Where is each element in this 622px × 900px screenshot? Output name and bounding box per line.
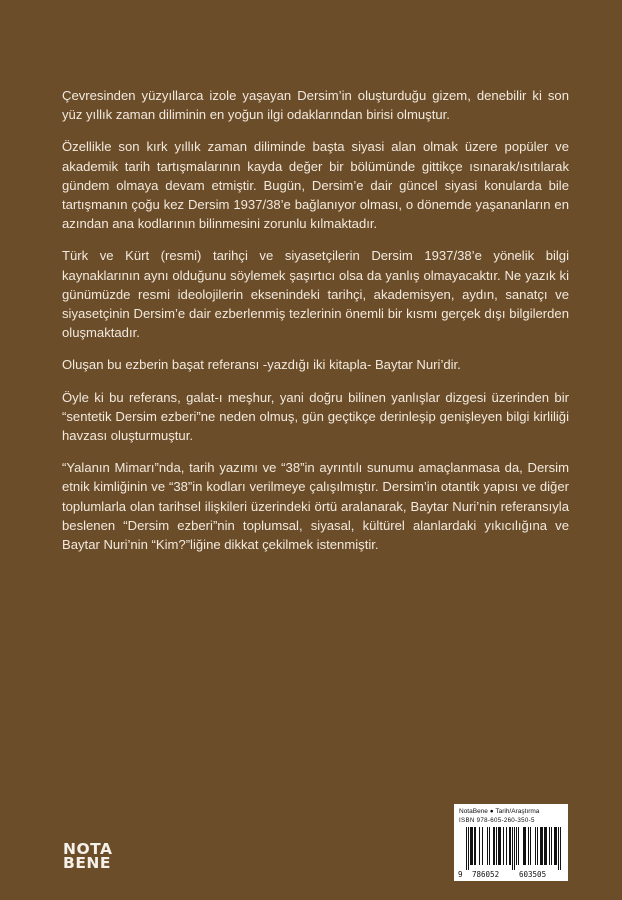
barcode-bar [472, 827, 473, 865]
barcode-bar [482, 827, 483, 865]
barcode-bar [525, 827, 526, 865]
barcode-bar [466, 827, 467, 870]
barcode-bar [510, 827, 511, 865]
barcode-box [454, 804, 568, 881]
barcode-bar [544, 827, 545, 865]
barcode-bars [457, 827, 565, 873]
barcode-bar [528, 827, 529, 865]
logo-line-2: BENE [63, 854, 111, 872]
barcode-bar [537, 827, 538, 865]
barcode-bar [496, 827, 497, 865]
paragraph-5: Öyle ki bu referans, galat-ı meşhur, yani doğru bilinen yanlışlar dizgesi üzerinden bir “sentetik Dersim ezberi”ne neden olmuş, gün geçtikçe derinleşip genişleyen bilgi kirliliği havzası oluşturmuştur. [62, 389, 569, 444]
barcode-bar [471, 827, 472, 865]
barcode-bar [535, 827, 536, 865]
publisher-logo [63, 840, 113, 872]
barcode-bar [514, 827, 515, 870]
barcode-bar [487, 827, 488, 865]
barcode-bar [468, 827, 469, 870]
barcode-bar [493, 827, 494, 865]
barcode-bar [509, 827, 510, 865]
paragraph-6: “Yalanın Mimarı”nda, tarih yazımı ve “38”in ayrıntılı sunumu amaçlanmasa da, Dersim etnik kimliğinin ve “38”in kodları verilmeye çalışılmıştır. Dersim’in otantik yapısı ve diğer toplumlarla olan tarihsel ilişkileri üzerindeki örtü aralanarak, Baytar Nuri’nin referansıyla beslenen “Dersim ezberi”nin toplumsal, siyasal, kültürel alanlardaki yıkıcılığına ve Baytar Nuri’nin “Kim?”liğine dikkat çekilmek istenmiştir. [62, 460, 569, 553]
barcode-digits-right: 603505 [519, 870, 547, 879]
barcode-bar [545, 827, 546, 865]
barcode-bar [549, 827, 550, 865]
barcode-bar [503, 827, 504, 865]
barcode-bar [474, 827, 475, 865]
barcode-bar [518, 827, 519, 865]
barcode-meta-line: NotaBene ● Tarih/Araştırma [459, 808, 540, 815]
paragraph-3: Türk ve Kürt (resmi) tarihçi ve siyasetçilerin Dersim 1937/38’e yönelik bilgi kaynaklarının aynı olduğunu söylemek şaşırtıcı olsa da yanlış olmayacaktır. Ne yazık ki günümüzde resmi ideolojilerin eksenindeki tarihçi, akademisyen, aydın, sanatçı ve siyasetçinin Dersim’e dair ezberlenmiş tezlerinin önemli bir kısmı gerçek dışı bilgilerden oluşmaktadır. [62, 248, 569, 341]
barcode-bar [546, 827, 547, 865]
barcode-digits-left: 786052 [472, 870, 500, 879]
barcode-bar [512, 827, 513, 870]
barcode-bar [556, 827, 557, 865]
barcode-digit-first: 9 [458, 870, 463, 879]
isbn-text: ISBN 978-605-260-350-5 [459, 817, 535, 824]
barcode-bar [555, 827, 556, 865]
barcode-bar [494, 827, 495, 865]
barcode-bar [523, 827, 524, 865]
barcode-bar [540, 827, 541, 865]
barcode-bar [489, 827, 490, 865]
logo-line-1: NOTA [63, 840, 113, 858]
paragraph-2: Özellikle son kırk yıllık zaman diliminde başta siyasi alan olmak üzere popüler ve akademik tarih tartışmalarının kayda değer bir bölümünde gittikçe ısınarak/ısıtılarak gündem olmaya devam etmiştir. Bugün, Dersim’e dair güncel siyasi konularda bile tartışmanın çoğu kez Dersim 1937/38’e bağlanıyor olması, o dönemde yaşananların en azından ana kodlarının bilinmesini zorunlu kılmaktadır. [62, 139, 569, 232]
barcode-bar [479, 827, 480, 865]
barcode-bar [475, 827, 476, 865]
barcode-bar [500, 827, 501, 865]
barcode-bar [499, 827, 500, 865]
barcode-bar [530, 827, 531, 865]
paragraph-4: Oluşan bu ezberin başat referansı -yazdığı iki kitapla- Baytar Nuri’dir. [62, 357, 461, 373]
barcode-bar [551, 827, 552, 865]
barcode-bar [516, 827, 517, 865]
back-cover-text [62, 86, 569, 567]
barcode-bar [560, 827, 561, 870]
barcode-bar [541, 827, 542, 865]
barcode-bar [554, 827, 555, 865]
barcode-bar [470, 827, 471, 865]
barcode-bar [558, 827, 559, 870]
barcode-bar [498, 827, 499, 865]
barcode-bar [524, 827, 525, 865]
barcode-bar [506, 827, 507, 865]
paragraph-1: Çevresinden yüzyıllarca izole yaşayan Dersim’in oluşturduğu gizem, denebilir ki son yüz yıllık zaman diliminin en yoğun ilgi odaklarından birisi olmuştur. [62, 88, 569, 123]
barcode-bar [542, 827, 543, 865]
